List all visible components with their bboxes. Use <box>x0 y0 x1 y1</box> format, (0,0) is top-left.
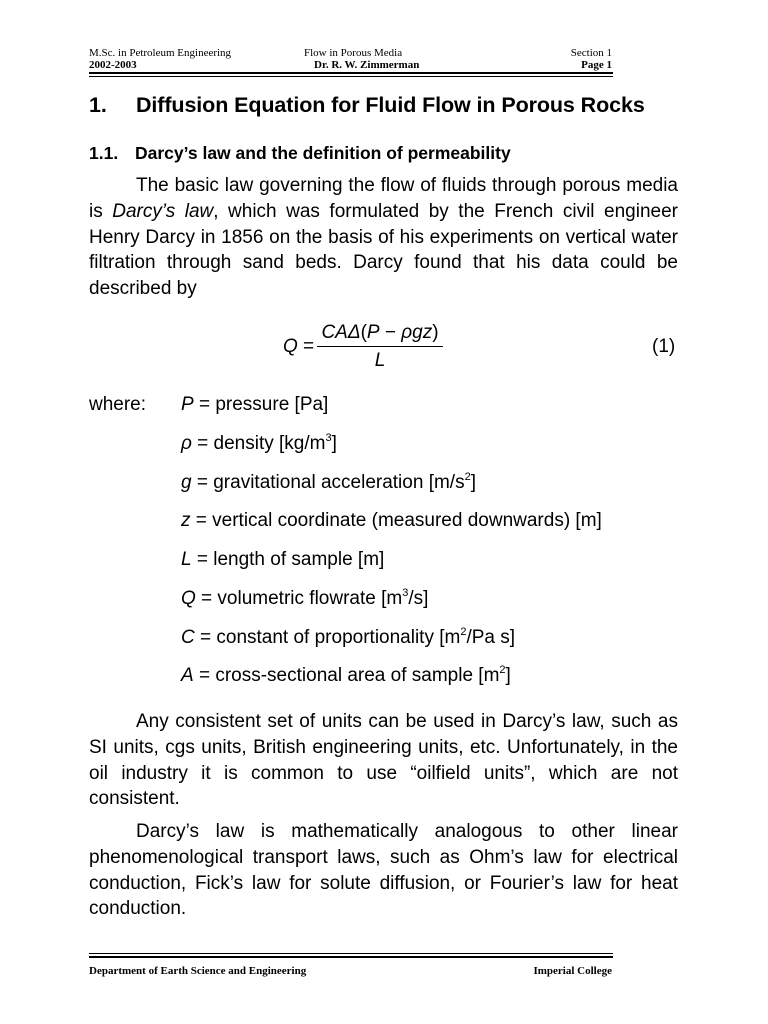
subsection-title: Darcy’s law and the definition of permeability <box>135 143 511 163</box>
definition-vertical-coordinate: z = vertical coordinate (measured downwards) [m] <box>181 510 602 531</box>
footer-rule-thick <box>89 956 613 958</box>
section-heading <box>89 93 645 118</box>
section-title: Diffusion Equation for Fluid Flow in Porous Rocks <box>136 93 645 117</box>
equation-numerator: CAΔ(P − ρgz) <box>321 322 439 343</box>
darcys-law-term: Darcy’s law <box>112 200 214 222</box>
equation-denominator: L <box>374 350 386 371</box>
definition-constant: C = constant of proportionality [$m^2/Pa$ s] <box>181 626 516 648</box>
footer-department: Department of Earth Science and Engineering <box>89 965 307 977</box>
definition-density: ρ = density $[kg/m^3]$ <box>181 432 337 454</box>
where-label: where: <box>89 394 147 415</box>
definition-length: L = length of sample [m] <box>181 549 385 570</box>
paragraph-darcy-intro: The basic law governing the flow of fluids through porous media is Darcy’s law, which was formulated by the French civil engineer Henry Darcy in 1856 on the basis of his experiments on vertical water filtration through sand beds. Darcy found that his data could be described by <box>89 175 678 300</box>
header-left <box>89 47 231 71</box>
definition-pressure: P = pressure [Pa] <box>181 394 329 415</box>
header-rule-thin <box>89 76 613 77</box>
section-number: 1. <box>89 93 107 117</box>
header-course: M.Sc. in Petroleum Engineering <box>89 47 232 59</box>
header-center <box>302 47 422 71</box>
paragraph-analogy: Darcy’s law is mathematically analogous to other linear phenomenological transport laws, such as Ohm’s law for electrical conduction, Fick’s law for solute diffusion, or Fourier’s law for heat conduction. <box>89 821 678 920</box>
fraction-bar <box>317 346 443 347</box>
equation-lhs: Q = <box>283 336 315 357</box>
header-right <box>500 47 612 71</box>
paragraph-units: Any consistent set of units can be used in Darcy’s law, such as SI units, cgs units, British engineering units, etc. Unfortunately, in the oil industry it is common to use “oilfield units”, which are not consistent. <box>89 711 678 810</box>
definition-gravity: g = gravitational acceleration $[m/s^2]$ <box>181 471 476 493</box>
definition-area: A = cross-sectional area of sample $[m^2]$ <box>181 664 511 686</box>
header-page: Page 1 <box>581 59 612 71</box>
equation-number: (1) <box>652 336 676 357</box>
header-author: Dr. R. W. Zimmerman <box>314 59 420 71</box>
header-module: Flow in Porous Media <box>304 47 403 59</box>
footer-institution: Imperial College <box>533 965 612 977</box>
equation-fraction <box>317 322 443 372</box>
header-rule-thick <box>89 72 613 74</box>
footer-rule-thin <box>89 953 613 954</box>
header-year: 2002-2003 <box>89 59 137 71</box>
header-section: Section 1 <box>570 47 612 59</box>
definition-flowrate: Q = volumetric flowrate $[m^3/s]$ <box>181 587 429 609</box>
subsection-heading <box>89 143 511 164</box>
subsection-number: 1.1. <box>89 143 119 163</box>
